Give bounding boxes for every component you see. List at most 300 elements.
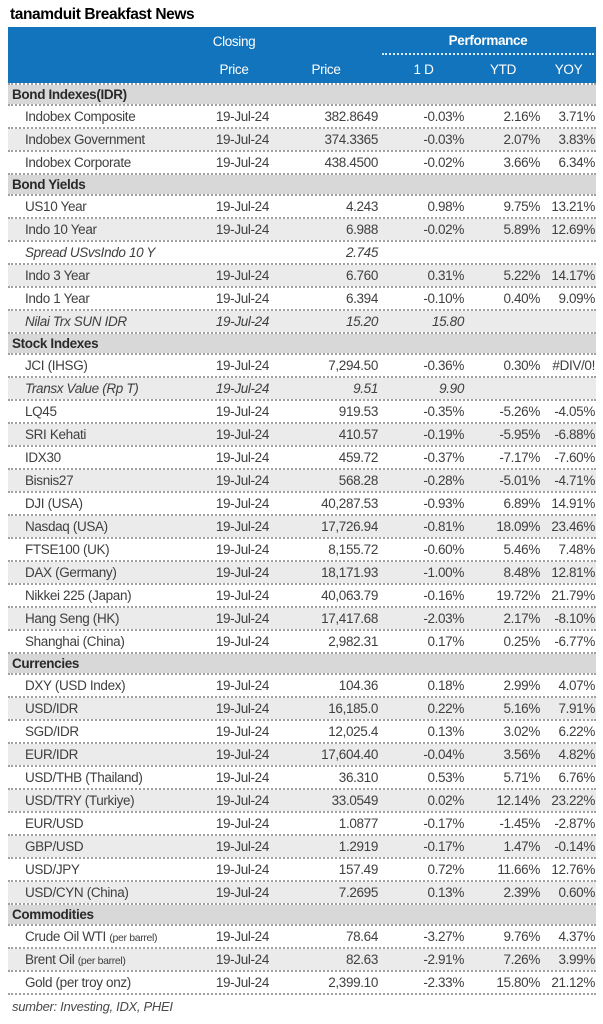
cell-d1: -2.03% [423,611,464,626]
cell-d1: -0.35% [423,404,464,419]
cell-ytd: 11.66% [497,862,540,877]
cell-date: 19-Jul-24 [215,314,269,329]
instrument-name: DXY (USD Index) [25,678,126,693]
cell-date: 19-Jul-24 [215,885,269,900]
cell-yoy: 12.81% [551,565,595,580]
instrument-name: Nasdaq (USA) [25,519,108,534]
cell-yoy: -4.71% [554,473,595,488]
cell-date: 19-Jul-24 [215,678,269,693]
cell-date: 19-Jul-24 [215,816,269,831]
cell-label [8,242,198,263]
cell-date: 19-Jul-24 [215,358,269,373]
cell-label [8,152,198,173]
cell-yoy: 6.76% [558,770,595,785]
cell-date: 19-Jul-24 [215,291,269,306]
header-1d: 1 D [413,61,434,77]
cell-date: 19-Jul-24 [215,770,269,785]
cell-price: 82.63 [345,952,378,967]
instrument-name: Indobex Government [25,132,145,147]
cell-yoy: 21.12% [551,975,595,990]
cell-date: 19-Jul-24 [215,862,269,877]
table-row-transx-value-rp-t [8,378,596,401]
table-row-us10-year [8,196,596,219]
cell-ytd: 1.47% [503,839,540,854]
cell-price: 33.0549 [331,793,378,808]
cell-yoy: 4.82% [558,747,595,762]
cell-date: 19-Jul-24 [215,268,269,283]
cell-ytd: 8.48% [503,565,540,580]
table-row-indo-3-year [8,265,596,288]
cell-date: 19-Jul-24 [215,109,269,124]
cell-d1: -2.91% [423,952,464,967]
table-row-idx30 [8,447,596,470]
instrument-name: JCI (IHSG) [25,358,88,373]
cell-ytd [465,311,541,332]
cell-yoy: 4.07% [558,678,595,693]
cell-label [8,859,198,880]
cell-yoy: 6.22% [558,724,595,739]
header-spacer-3 [8,55,198,83]
cell-label [8,493,198,514]
instrument-name: EUR/USD [25,816,84,831]
cell-price: 919.53 [338,404,378,419]
instrument-name: USD/CYN (China) [25,885,129,900]
instrument-name: Bisnis27 [25,473,74,488]
cell-date: 19-Jul-24 [215,542,269,557]
cell-yoy: 14.17% [551,268,595,283]
instrument-name: Shanghai (China) [25,634,125,649]
header-closing: Closing [212,33,256,49]
table-row-nasdaq-usa [8,516,596,539]
source-note: sumber: Investing, IDX, PHEI [12,999,173,1014]
cell-label [8,926,198,949]
cell-ytd: 6.89% [503,496,540,511]
cell-ytd: 7.26% [503,952,540,967]
cell-yoy: 4.37% [558,929,595,944]
cell-price: 374.3365 [324,132,378,147]
cell-date: 19-Jul-24 [215,155,269,170]
table-body [8,85,596,995]
instrument-unit: (per barrel) [109,932,158,944]
section-title: Bond Yields [12,177,86,192]
table-row-sgd-idr [8,721,596,744]
cell-date: 19-Jul-24 [215,565,269,580]
table-row-ftse100-uk [8,539,596,562]
section-header-currencies [8,654,596,675]
cell-ytd: 2.39% [503,885,540,900]
instrument-unit: (per barrel) [77,955,126,967]
market-table [8,27,596,995]
cell-yoy: 7.91% [558,701,595,716]
cell-ytd: 2.99% [503,678,540,693]
page-title: tanamduit Breakfast News [10,6,195,23]
cell-yoy: 23.22% [551,793,595,808]
instrument-name: FTSE100 (UK) [25,542,110,557]
cell-price: 15.20 [345,314,378,329]
cell-date: 19-Jul-24 [215,701,269,716]
cell-d1: -0.16% [423,588,464,603]
table-row-sri-kehati [8,424,596,447]
cell-date: 19-Jul-24 [215,473,269,488]
cell-yoy: 7.48% [558,542,595,557]
cell-d1: -0.60% [423,542,464,557]
cell-label [8,311,198,332]
table-row-shanghai-china [8,631,596,654]
cell-ytd: -7.17% [499,450,540,465]
cell-price: 568.28 [338,473,378,488]
cell-d1: -0.17% [423,816,464,831]
header-yoy: YOY [554,61,583,77]
table-row-indobex-government [8,129,596,152]
cell-price: 8,155.72 [328,542,378,557]
table-row-nilai-trx-sun-idr [8,311,596,334]
cell-label [8,972,198,993]
cell-price: 36.310 [338,770,378,785]
table-row-spread-usvsindo-10-y [8,242,596,265]
table-row-dji-usa [8,493,596,516]
cell-date: 19-Jul-24 [215,611,269,626]
cell-d1: 0.18% [427,678,464,693]
cell-label [8,767,198,788]
instrument-name: Indo 10 Year [25,222,97,237]
instrument-name: US10 Year [25,199,87,214]
cell-d1: 0.02% [427,793,464,808]
header-spacer [8,27,198,55]
cell-d1: -0.02% [423,155,464,170]
section-title: Stock Indexes [12,336,99,351]
table-row-indobex-corporate [8,152,596,175]
cell-ytd: -1.45% [499,816,540,831]
cell-label [8,355,198,376]
cell-price: 7,294.50 [328,358,378,373]
cell-d1: 15.80 [431,314,464,329]
header-spacer-2 [270,27,382,55]
cell-ytd: 9.75% [503,199,540,214]
cell-d1: 0.53% [427,770,464,785]
cell-d1: -0.10% [423,291,464,306]
cell-d1: -1.00% [423,565,464,580]
cell-d1: 0.31% [427,268,464,283]
cell-ytd: 0.30% [503,358,540,373]
cell-yoy [541,378,596,399]
cell-d1: -0.03% [423,132,464,147]
table-row-lq45 [8,401,596,424]
cell-label [8,949,198,972]
header-row-2 [8,55,596,83]
header-row-1 [8,27,596,55]
cell-ytd: 0.25% [503,634,540,649]
instrument-name: USD/THB (Thailand) [25,770,143,785]
cell-price: 40,287.53 [321,496,378,511]
table-row-usd-jpy [8,859,596,882]
cell-date: 19-Jul-24 [215,132,269,147]
instrument-name: Nilai Trx SUN IDR [25,314,127,329]
cell-ytd: 3.56% [503,747,540,762]
cell-date: 19-Jul-24 [215,634,269,649]
cell-yoy: 3.83% [558,132,595,147]
cell-price: 17,604.40 [321,747,378,762]
cell-d1: 0.22% [427,701,464,716]
cell-ytd: 5.71% [503,770,540,785]
cell-d1: -0.04% [423,747,464,762]
section-header-bond-indexes-idr [8,85,596,106]
cell-label [8,790,198,811]
cell-price: 40,063.79 [321,588,378,603]
cell-price: 2,982.31 [328,634,378,649]
cell-price: 9.51 [353,381,378,396]
instrument-name: Indobex Composite [25,109,136,124]
table-row-dxy-usd-index [8,675,596,698]
cell-yoy: 12.76% [551,862,595,877]
cell-d1: -0.93% [423,496,464,511]
cell-date: 19-Jul-24 [215,588,269,603]
cell-date: 19-Jul-24 [215,724,269,739]
table-row-usd-cyn-china [8,882,596,905]
cell-yoy: 3.71% [558,109,595,124]
cell-date [198,242,270,263]
cell-label [8,447,198,468]
cell-label [8,744,198,765]
cell-ytd: 2.16% [503,109,540,124]
instrument-name: USD/JPY [25,862,80,877]
cell-label [8,401,198,422]
cell-label [8,882,198,903]
cell-d1: 0.98% [427,199,464,214]
cell-label [8,196,198,217]
table-row-nikkei-225-japan [8,585,596,608]
cell-date: 19-Jul-24 [215,975,269,990]
cell-date: 19-Jul-24 [215,450,269,465]
cell-label [8,129,198,150]
cell-ytd: 15.80% [496,975,540,990]
cell-ytd: 2.07% [503,132,540,147]
cell-yoy: 23.46% [551,519,595,534]
cell-d1: 9.90 [439,381,464,396]
instrument-name: DJI (USA) [25,496,83,511]
cell-price: 438.4500 [324,155,378,170]
cell-yoy: -7.60% [554,450,595,465]
instrument-name: Nikkei 225 (Japan) [25,588,132,603]
cell-price: 2.745 [345,245,378,260]
cell-yoy: 13.21% [551,199,595,214]
cell-date: 19-Jul-24 [215,793,269,808]
cell-ytd: 12.14% [496,793,540,808]
cell-label [8,562,198,583]
cell-price: 6.760 [345,268,378,283]
instrument-name: USD/IDR [25,701,79,716]
table-header [8,27,596,85]
section-header-commodities [8,905,596,926]
cell-price: 1.0877 [338,816,378,831]
cell-label [8,836,198,857]
section-header-bond-yields [8,175,596,196]
cell-d1: -0.81% [423,519,464,534]
table-row-eur-idr [8,744,596,767]
cell-label [8,585,198,606]
cell-ytd [465,242,541,263]
instrument-name: Spread USvsIndo 10 Y [25,245,156,260]
cell-label [8,813,198,834]
cell-yoy [541,242,596,263]
cell-date: 19-Jul-24 [215,404,269,419]
cell-price: 16,185.0 [328,701,378,716]
cell-ytd: 0.40% [503,291,540,306]
cell-yoy [541,311,596,332]
table-row-bisnis27 [8,470,596,493]
cell-label [8,219,198,240]
cell-price: 1.2919 [338,839,378,854]
cell-d1: -0.37% [423,450,464,465]
cell-ytd: 9.76% [503,929,540,944]
instrument-name: LQ45 [25,404,57,419]
header-price: Price [311,61,341,77]
cell-ytd [465,378,541,399]
cell-yoy: 0.60% [558,885,595,900]
cell-date: 19-Jul-24 [215,747,269,762]
table-row-indo-10-year [8,219,596,242]
table-row-eur-usd [8,813,596,836]
instrument-name: IDX30 [25,450,61,465]
cell-ytd: 3.66% [503,155,540,170]
table-row-brent-oil [8,949,596,972]
table-row-indobex-composite [8,106,596,129]
cell-ytd: 5.22% [503,268,540,283]
cell-price: 410.57 [338,427,378,442]
instrument-name: EUR/IDR [25,747,79,762]
cell-date: 19-Jul-24 [215,839,269,854]
cell-yoy: -6.88% [554,427,595,442]
cell-yoy: -4.05% [554,404,595,419]
cell-d1: 0.72% [427,862,464,877]
cell-price: 78.64 [345,929,378,944]
cell-label [8,721,198,742]
cell-ytd: 5.16% [503,701,540,716]
header-closing-price: Price [219,61,249,77]
cell-yoy: -8.10% [554,611,595,626]
instrument-name: USD/TRY (Turkiye) [25,793,135,808]
cell-date: 19-Jul-24 [215,427,269,442]
header-ytd: YTD [490,61,516,77]
table-row-crude-oil-wti [8,926,596,949]
cell-ytd: 5.46% [503,542,540,557]
section-title: Currencies [12,656,80,671]
cell-label [8,516,198,537]
cell-price: 382.8649 [324,109,378,124]
instrument-name: Gold (per troy onz) [25,975,131,990]
cell-label [8,265,198,286]
table-row-hang-seng-hk [8,608,596,631]
cell-price: 4.243 [345,199,378,214]
cell-price: 459.72 [338,450,378,465]
cell-yoy: 3.99% [558,952,595,967]
instrument-name: Hang Seng (HK) [25,611,120,626]
cell-date: 19-Jul-24 [215,929,269,944]
instrument-name: GBP/USD [25,839,84,854]
cell-yoy: -2.87% [554,816,595,831]
cell-price: 6.394 [345,291,378,306]
instrument-name: SGD/IDR [25,724,79,739]
table-row-gbp-usd [8,836,596,859]
section-header-stock-indexes [8,334,596,355]
cell-d1: -0.17% [423,839,464,854]
cell-yoy: 9.09% [558,291,595,306]
instrument-name: SRI Kehati [25,427,87,442]
instrument-name: Brent Oil [25,952,75,967]
cell-label [8,470,198,491]
cell-date: 19-Jul-24 [215,381,269,396]
cell-price: 157.49 [338,862,378,877]
cell-yoy: 21.79% [551,588,595,603]
cell-d1: 0.13% [427,724,464,739]
cell-date: 19-Jul-24 [215,199,269,214]
section-title: Commodities [12,907,94,922]
cell-ytd: -5.95% [499,427,540,442]
instrument-name: Indo 3 Year [25,268,90,283]
table-row-usd-try-turkiye [8,790,596,813]
cell-label [8,675,198,696]
cell-ytd: -5.26% [499,404,540,419]
cell-price: 17,417.68 [321,611,378,626]
table-row-usd-thb-thailand [8,767,596,790]
cell-ytd: 5.89% [503,222,540,237]
cell-d1: -0.28% [423,473,464,488]
cell-yoy: 6.34% [558,155,595,170]
instrument-name: Indo 1 Year [25,291,90,306]
cell-price: 17,726.94 [321,519,378,534]
table-row-usd-idr [8,698,596,721]
cell-ytd: 3.02% [503,724,540,739]
cell-label [8,106,198,127]
cell-ytd: 19.72% [496,588,540,603]
cell-label [8,539,198,560]
cell-date: 19-Jul-24 [215,496,269,511]
cell-d1: -2.33% [423,975,464,990]
cell-price: 18,171.93 [321,565,378,580]
cell-yoy: 14.91% [551,496,595,511]
cell-label [8,608,198,629]
cell-ytd: 18.09% [496,519,540,534]
cell-d1: 0.17% [427,634,464,649]
cell-label [8,698,198,719]
cell-d1: -0.03% [423,109,464,124]
cell-yoy: -0.14% [554,839,595,854]
cell-price: 12,025.4 [328,724,378,739]
cell-date: 19-Jul-24 [215,952,269,967]
cell-yoy: #DIV/0! [552,358,595,373]
table-row-dax-germany [8,562,596,585]
cell-d1: -3.27% [423,929,464,944]
instrument-name: Transx Value (Rp T) [25,381,139,396]
cell-d1: -0.19% [423,427,464,442]
cell-label [8,288,198,309]
header-performance: Performance [382,27,594,55]
cell-ytd: 2.17% [503,611,540,626]
table-row-indo-1-year [8,288,596,311]
cell-date: 19-Jul-24 [215,222,269,237]
cell-yoy: 12.69% [551,222,595,237]
cell-d1 [382,242,465,263]
cell-label [8,424,198,445]
table-row-jci-ihsg [8,355,596,378]
cell-d1: -0.02% [423,222,464,237]
cell-d1: 0.13% [427,885,464,900]
cell-yoy: -6.77% [554,634,595,649]
cell-date: 19-Jul-24 [215,519,269,534]
cell-price: 6.988 [345,222,378,237]
table-row-gold-per-troy-onz [8,972,596,995]
instrument-name: Indobex Corporate [25,155,131,170]
cell-price: 2,399.10 [328,975,378,990]
